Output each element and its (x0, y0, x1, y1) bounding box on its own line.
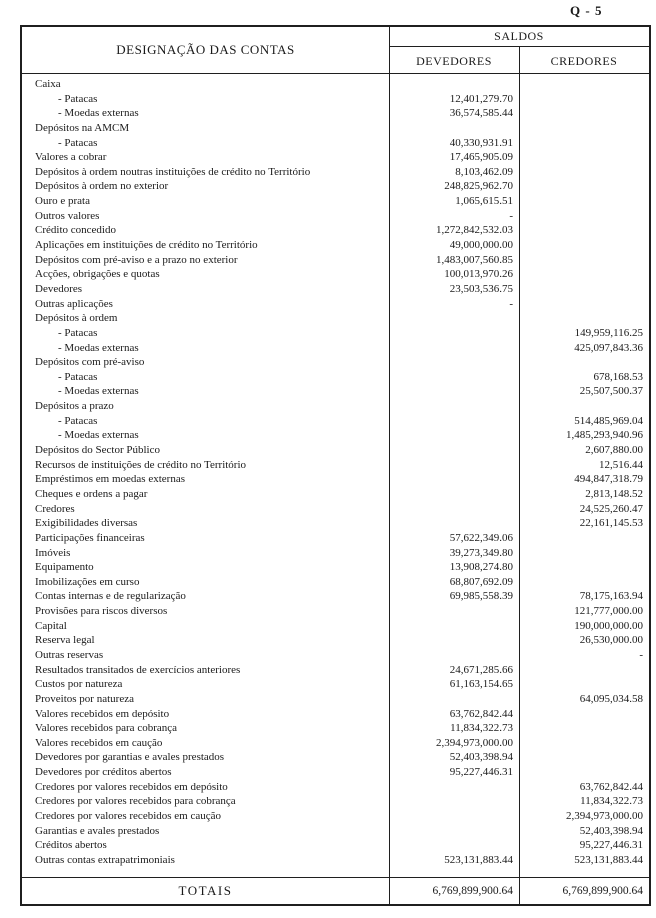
account-name: - Patacas (58, 92, 98, 105)
credores-value (519, 92, 649, 107)
devedores-value: 57,622,349.06 (449, 531, 513, 544)
table-row (22, 443, 649, 458)
credores-value (519, 575, 649, 590)
credores-value: 2,813,148.52 (585, 487, 643, 500)
account-name: Outras reservas (35, 648, 104, 661)
devedores-value (389, 77, 519, 92)
credores-value (519, 253, 649, 268)
credores-value (519, 194, 649, 209)
devedores-value (389, 692, 519, 707)
credores-value (519, 399, 649, 414)
credores-value (519, 77, 649, 92)
devedores-value: 1,272,842,532.03 (436, 224, 513, 237)
account-name: - Moedas externas (58, 341, 139, 354)
credores-value (519, 560, 649, 575)
credores-value (519, 121, 649, 136)
totals-label: TOTAIS (178, 883, 233, 898)
table-row (22, 809, 649, 824)
account-name: Credores por valores recebidos em caução (35, 810, 222, 823)
table-row (22, 560, 649, 575)
account-name: - Moedas externas (58, 385, 139, 398)
credores-value: 78,175,163.94 (579, 590, 643, 603)
account-name: Outras contas extrapatrimoniais (35, 853, 175, 866)
table-row (22, 77, 649, 92)
account-name: Empréstimos em moedas externas (35, 473, 185, 486)
credores-value: 64,095,034.58 (579, 692, 643, 705)
table-row (22, 384, 649, 399)
devedores-value (389, 414, 519, 429)
table-row (22, 238, 649, 253)
credores-value (519, 238, 649, 253)
devedores-value (389, 604, 519, 619)
credores-value: 22,161,145.53 (579, 517, 643, 530)
account-name: Cheques e ordens a pagar (35, 487, 148, 500)
account-name: Aplicações em instituições de crédito no Território (35, 239, 258, 252)
table-row (22, 780, 649, 795)
account-name: Valores recebidos para cobrança (35, 722, 178, 735)
devedores-value: 69,985,558.39 (449, 590, 513, 603)
table-row (22, 619, 649, 634)
table-row (22, 750, 649, 765)
devedores-value: 52,403,398.94 (449, 751, 513, 764)
table-row (22, 853, 649, 868)
credores-value: 11,834,322.73 (580, 795, 643, 808)
account-name: Depósitos com pré-aviso e a prazo no exterior (35, 253, 238, 266)
table-row (22, 428, 649, 443)
table-row (22, 472, 649, 487)
table-row (22, 121, 649, 136)
table-row (22, 311, 649, 326)
account-name: Depósitos do Sector Público (35, 444, 160, 457)
devedores-value: 23,503,536.75 (449, 282, 513, 295)
column-header-credores: CREDORES (550, 54, 618, 68)
devedores-value: 39,273,349.80 (449, 546, 513, 559)
credores-value (519, 355, 649, 370)
account-name: - Moedas externas (58, 429, 139, 442)
account-name: Devedores (35, 282, 83, 295)
table-row (22, 326, 649, 341)
account-name: Crédito concedido (35, 224, 116, 237)
table-row (22, 502, 649, 517)
totals-devedores-value: 6,769,899,900.64 (432, 885, 513, 897)
column-header-devedores: DEVEDORES (416, 54, 492, 68)
devedores-value: 12,401,279.70 (449, 92, 513, 105)
account-name: Devedores por garantias e avales prestados (35, 751, 225, 764)
devedores-value (389, 809, 519, 824)
credores-value (519, 282, 649, 297)
table-row (22, 648, 649, 663)
credores-value (519, 531, 649, 546)
devedores-value: - (509, 297, 513, 310)
credores-value (519, 707, 649, 722)
credores-value (519, 546, 649, 561)
column-header-designacao: DESIGNAÇÃO DAS CONTAS (116, 42, 295, 57)
table-row (22, 179, 649, 194)
account-name: Garantias e avales prestados (35, 824, 160, 837)
table-row (22, 736, 649, 751)
account-name: Equipamento (35, 561, 94, 574)
table-row (22, 106, 649, 121)
devedores-value (389, 341, 519, 356)
table-row (22, 838, 649, 853)
account-name: Exigibilidades diversas (35, 517, 138, 530)
table-row (22, 341, 649, 356)
devedores-value: 95,227,446.31 (449, 766, 513, 779)
table-row (22, 414, 649, 429)
credores-value (519, 106, 649, 121)
account-name: Depósitos com pré-aviso (35, 356, 145, 369)
devedores-value (389, 502, 519, 517)
table-row (22, 399, 649, 414)
credores-value (519, 209, 649, 224)
account-name: Credores por valores recebidos em depósito (35, 780, 228, 793)
table-row (22, 267, 649, 282)
table-row (22, 282, 649, 297)
credores-value (519, 150, 649, 165)
credores-value (519, 765, 649, 780)
devedores-value: 523,131,883.44 (444, 853, 513, 866)
table-row (22, 253, 649, 268)
account-name: Resultados transitados de exercícios anteriores (35, 663, 241, 676)
table-row (22, 136, 649, 151)
devedores-value (389, 824, 519, 839)
credores-value (519, 736, 649, 751)
account-name: Provisões para riscos diversos (35, 605, 168, 618)
devedores-value (389, 633, 519, 648)
account-name: Depósitos a prazo (35, 400, 114, 413)
credores-value (519, 267, 649, 282)
account-name: Depósitos à ordem noutras instituições de crédito no Território (35, 165, 311, 178)
table-row (22, 194, 649, 209)
credores-value: 121,777,000.00 (574, 605, 643, 618)
credores-value (519, 663, 649, 678)
credores-value: 2,394,973,000.00 (566, 810, 643, 823)
credores-value (519, 165, 649, 180)
table-row (22, 692, 649, 707)
credores-value: 63,762,842.44 (579, 780, 643, 793)
credores-value (519, 179, 649, 194)
table-row (22, 663, 649, 678)
table-row (22, 794, 649, 809)
account-name: Credores por valores recebidos para cobrança (35, 795, 236, 808)
credores-value: 95,227,446.31 (579, 839, 643, 852)
page-label: Q - 5 (570, 3, 603, 18)
table-row (22, 150, 649, 165)
credores-value: 25,507,500.37 (579, 385, 643, 398)
table-row (22, 92, 649, 107)
credores-value: 1,485,293,940.96 (566, 429, 643, 442)
credores-value: 26,530,000.00 (579, 634, 643, 647)
account-name: Outros valores (35, 209, 100, 222)
devedores-value (389, 355, 519, 370)
devedores-value: 248,825,962.70 (444, 180, 513, 193)
credores-value (519, 750, 649, 765)
devedores-value: 36,574,585.44 (449, 107, 513, 120)
devedores-value (389, 472, 519, 487)
credores-value (519, 311, 649, 326)
devedores-value: 13,908,274.80 (449, 561, 513, 574)
account-name: Acções, obrigações e quotas (35, 268, 160, 281)
devedores-value (389, 780, 519, 795)
devedores-value: 8,103,462.09 (455, 165, 513, 178)
credores-value (519, 297, 649, 312)
devedores-value: 61,163,154.65 (449, 678, 513, 691)
table-row (22, 531, 649, 546)
table-row (22, 370, 649, 385)
table-row (22, 575, 649, 590)
account-name: Depósitos na AMCM (35, 121, 130, 134)
table-row (22, 604, 649, 619)
table-row (22, 707, 649, 722)
account-name: Imobilizações em curso (35, 575, 140, 588)
account-name: Capital (35, 619, 67, 632)
account-name: Imóveis (35, 546, 71, 559)
credores-value: 52,403,398.94 (579, 824, 643, 837)
account-name: Participações financeiras (35, 531, 145, 544)
devedores-value (389, 443, 519, 458)
devedores-value (389, 399, 519, 414)
account-name: - Patacas (58, 326, 98, 339)
credores-value: 514,485,969.04 (574, 414, 643, 427)
credores-value (519, 223, 649, 238)
devedores-value: - (509, 209, 513, 222)
devedores-value: 1,483,007,560.85 (436, 253, 513, 266)
devedores-value (389, 794, 519, 809)
devedores-value (389, 311, 519, 326)
table-row (22, 458, 649, 473)
totals-row (22, 878, 649, 904)
devedores-value: 49,000,000.00 (449, 239, 513, 252)
devedores-value (389, 487, 519, 502)
devedores-value (389, 428, 519, 443)
column-group-header-saldos: SALDOS (494, 29, 544, 43)
devedores-value (389, 838, 519, 853)
account-name: Caixa (35, 78, 61, 90)
account-name: Ouro e prata (35, 195, 90, 208)
totals-credores-value: 6,769,899,900.64 (562, 885, 643, 897)
accounts-table (20, 25, 651, 906)
credores-value: 523,131,883.44 (574, 853, 643, 866)
devedores-value: 40,330,931.91 (449, 136, 513, 149)
account-name: Depósitos à ordem no exterior (35, 180, 169, 193)
table-row (22, 589, 649, 604)
devedores-value: 68,807,692.09 (449, 575, 513, 588)
account-name: - Patacas (58, 370, 98, 383)
credores-value (519, 136, 649, 151)
devedores-value: 63,762,842.44 (449, 707, 513, 720)
account-name: - Patacas (58, 414, 98, 427)
credores-value (519, 721, 649, 736)
devedores-value: 17,465,905.09 (449, 151, 513, 164)
account-name: Valores recebidos em caução (35, 736, 163, 749)
devedores-value: 2,394,973,000.00 (436, 736, 513, 749)
account-name: Depósitos à ordem (35, 312, 118, 325)
table-row (22, 516, 649, 531)
devedores-value (389, 370, 519, 385)
account-name: - Moedas externas (58, 107, 139, 120)
devedores-value: 100,013,970.26 (444, 268, 513, 281)
account-name: Reserva legal (35, 634, 95, 647)
account-name: Valores a cobrar (35, 151, 107, 164)
account-name: Créditos abertos (35, 839, 107, 852)
credores-value: 190,000,000.00 (574, 619, 643, 632)
table-row (22, 633, 649, 648)
credores-value: 2,607,880.00 (585, 444, 643, 457)
table-row (22, 765, 649, 780)
devedores-value (389, 458, 519, 473)
account-name: Contas internas e de regularização (35, 590, 186, 603)
table-row (22, 165, 649, 180)
credores-value: - (639, 648, 643, 661)
account-name: Recursos de instituições de crédito no Território (35, 458, 247, 471)
account-name: Outras aplicações (35, 297, 113, 310)
account-name: Credores (35, 502, 75, 515)
table-row (22, 297, 649, 312)
devedores-value (389, 384, 519, 399)
credores-value: 149,959,116.25 (574, 326, 643, 339)
devedores-value (389, 326, 519, 341)
devedores-value: 11,834,322.73 (450, 722, 513, 735)
table-row (22, 677, 649, 692)
table-row (22, 721, 649, 736)
table-row (22, 223, 649, 238)
credores-value: 12,516.44 (599, 458, 643, 471)
table-row (22, 487, 649, 502)
devedores-value: 1,065,615.51 (455, 195, 513, 208)
account-name: Valores recebidos em depósito (35, 707, 170, 720)
devedores-value (389, 121, 519, 136)
table-body (22, 74, 649, 877)
devedores-value (389, 648, 519, 663)
table-row (22, 824, 649, 839)
account-name: Proveitos por natureza (35, 692, 134, 705)
credores-value: 24,525,260.47 (579, 502, 643, 515)
table-row (22, 546, 649, 561)
devedores-value: 24,671,285.66 (449, 663, 513, 676)
credores-value (519, 677, 649, 692)
table-row (22, 355, 649, 370)
devedores-value (389, 516, 519, 531)
devedores-value (389, 619, 519, 634)
account-name: Custos por natureza (35, 678, 123, 691)
account-name: - Patacas (58, 136, 98, 149)
credores-value: 425,097,843.36 (574, 341, 643, 354)
table-row (22, 209, 649, 224)
credores-value: 678,168.53 (593, 370, 643, 383)
credores-value: 494,847,318.79 (574, 473, 643, 486)
account-name: Devedores por créditos abertos (35, 766, 172, 779)
